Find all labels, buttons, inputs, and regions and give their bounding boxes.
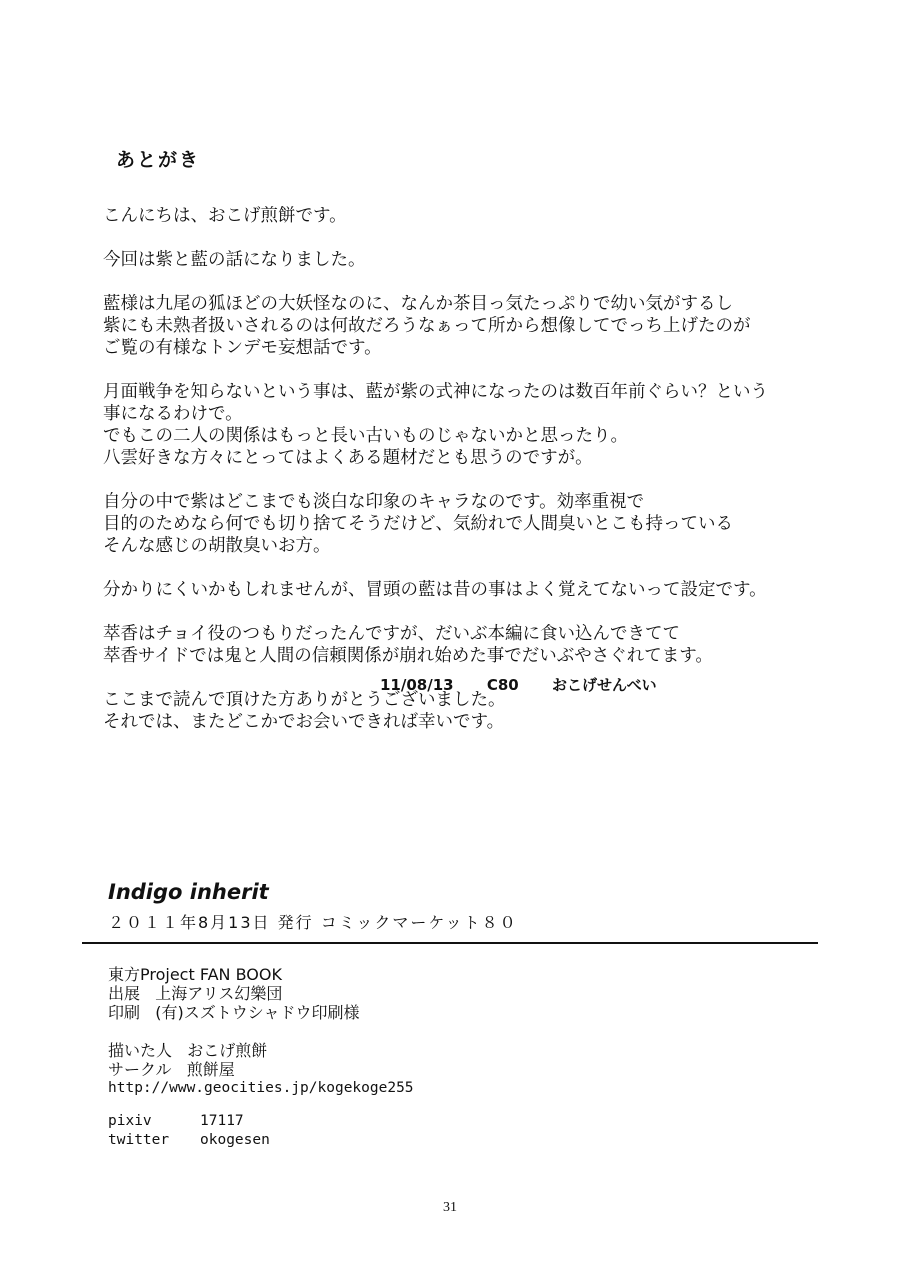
paragraph-line: 萃香サイドでは鬼と人間の信頼関係が崩れ始めた事でだいぶやさぐれてます。 (103, 646, 713, 666)
artist-value: おこげ煎餅 (187, 1041, 268, 1060)
paragraph-line: 八雲好きな方々にとってはよくある題材だとも思うのですが。 (103, 448, 593, 468)
exhibit-value: 上海アリス幻樂団 (155, 984, 283, 1003)
colophon-franchise: 東方Project FAN BOOK (108, 965, 282, 984)
signature-date: 11/08/13 (380, 676, 454, 694)
paragraph-line: 藍様は九尾の狐ほどの大妖怪なのに、なんか茶目っ気たっぷりで幼い気がするし (103, 294, 733, 314)
pixiv-row (108, 1112, 270, 1131)
social-info (108, 1112, 270, 1150)
twitter-value: okogesen (200, 1132, 270, 1148)
paragraph (103, 293, 803, 359)
exhibit-label: 出展 (108, 984, 141, 1003)
divider-rule (82, 942, 818, 944)
artist-label: 描いた人 (108, 1041, 173, 1060)
colophon-exhibit (108, 984, 414, 1003)
paragraph-line: それでは、またどこかでお会いできれば幸いです。 (103, 712, 505, 732)
spacer (108, 1022, 414, 1041)
paragraph-line: 萃香はチョイ役のつもりだったんですが、だいぶ本編に食い込んできてて (103, 624, 680, 644)
paragraph (103, 623, 803, 667)
paragraph (103, 689, 803, 733)
colophon-url: http://www.geocities.jp/kogekoge255 (108, 1080, 414, 1096)
paragraph (103, 491, 803, 557)
paragraph (103, 205, 803, 227)
paragraph-line: 自分の中で紫はどこまでも淡白な印象のキャラなのです。効率重視で (103, 492, 645, 512)
paragraph-line: 分かりにくいかもしれませんが、冒頭の藍は昔の事はよく覚えてないって設定です。 (103, 580, 767, 600)
paragraph-line: 月面戦争を知らないという事は、藍が紫の式神になったのは数百年前ぐらい？という (103, 382, 768, 402)
book-title: Indigo inherit (108, 880, 269, 904)
afterword-body (103, 205, 803, 755)
signature-event: C80 (486, 676, 519, 694)
twitter-row (108, 1131, 270, 1150)
paragraph-line: 目的のためなら何でも切り捨てそうだけど、気紛れで人間臭いとこも持っている (103, 514, 733, 534)
paragraph-line: 事になるわけで。 (103, 404, 243, 424)
paragraph-line: そんな感じの胡散臭いお方。 (103, 536, 331, 556)
afterword-heading: あとがき (116, 149, 201, 171)
paragraph-line: 今回は紫と藍の話になりました。 (103, 250, 366, 270)
print-label: 印刷 (108, 1003, 141, 1022)
publication-line: ２０１１年8月13日 発行 コミックマーケット８０ (108, 913, 518, 932)
paragraph-line: こんにちは、おこげ煎餅です。 (103, 206, 347, 226)
paragraph (103, 579, 803, 601)
twitter-label: twitter (108, 1132, 170, 1148)
signature-author: おこげせんべい (551, 676, 657, 694)
colophon-circle (108, 1060, 414, 1079)
colophon-printer (108, 1003, 414, 1022)
paragraph-line: 紫にも未熟者扱いされるのは何故だろうなぁって所から想像してでっち上げたのが (103, 316, 751, 336)
circle-label: サークル (108, 1060, 172, 1079)
pixiv-value: 17117 (200, 1113, 244, 1129)
pixiv-label: pixiv (108, 1113, 152, 1129)
colophon (108, 965, 414, 1098)
signature (380, 674, 685, 695)
paragraph-line: ご覧の有様なトンデモ妄想話です。 (103, 338, 382, 358)
paragraph (103, 381, 803, 469)
paragraph-line: でもこの二人の関係はもっと長い古いものじゃないかと思ったり。 (103, 426, 628, 446)
print-value: (有)スズトウシャドウ印刷様 (155, 1003, 360, 1022)
colophon-artist (108, 1041, 414, 1060)
page-number: 31 (443, 1200, 457, 1215)
circle-value: 煎餅屋 (186, 1060, 235, 1079)
paragraph (103, 249, 803, 271)
paragraph-line: ここまで読んで頂けた方ありがとうございました。 (103, 690, 506, 710)
